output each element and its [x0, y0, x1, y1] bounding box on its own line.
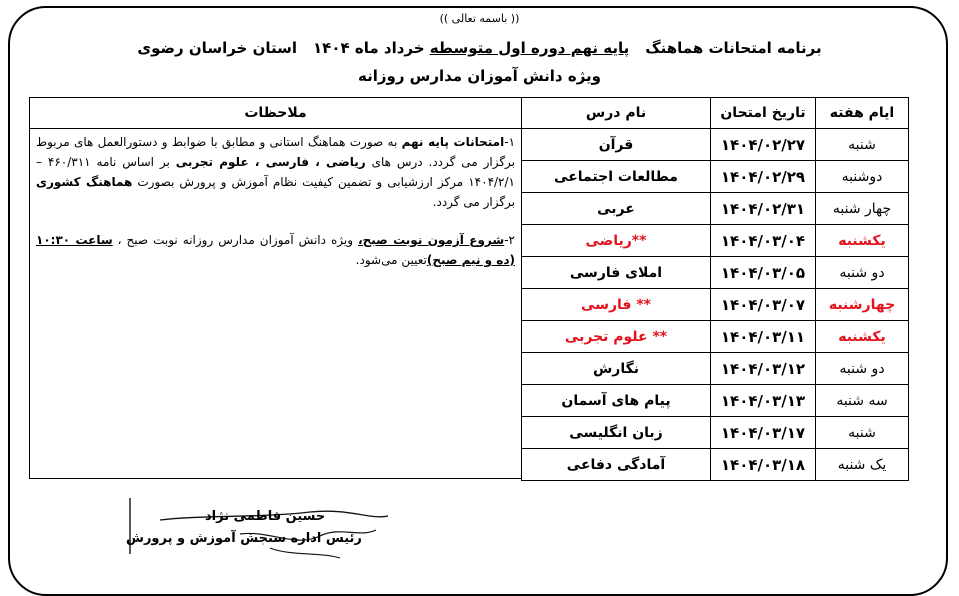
row-day: دوشنبه — [816, 161, 909, 193]
row-day: شنبه — [816, 417, 909, 449]
header-date: تاریخ امتحان — [711, 98, 816, 129]
signatory-name: حسین فاطمی نژاد — [205, 509, 326, 524]
table-row — [522, 321, 909, 353]
table-row — [522, 193, 909, 225]
table-header-row — [522, 98, 909, 129]
row-day-highlighted: چهارشنبه — [816, 289, 909, 321]
signatory-title: رئیس اداره سنجش آموزش و پرورش — [126, 531, 362, 546]
page-subtitle: ویژه دانش آموزان مدارس روزانه — [357, 67, 601, 85]
row-subject-highlighted: **ریاضی — [522, 225, 711, 257]
note-2 — [30, 230, 521, 270]
row-day: دو شنبه — [816, 257, 909, 289]
header-subject: نام درس — [522, 98, 711, 129]
row-subject: قرآن — [522, 129, 711, 161]
handwritten-signature — [120, 490, 420, 560]
table-row — [522, 417, 909, 449]
table-row — [522, 129, 909, 161]
title-province: استان خراسان رضوی — [137, 39, 298, 57]
note-1-bold-grade: امتحانات پایه نهم — [401, 135, 505, 149]
row-date: ۱۴۰۴/۰۳/۱۳ — [711, 385, 816, 417]
title-grade: پایه نهم دوره اول متوسطه — [429, 39, 630, 57]
row-day: چهار شنبه — [816, 193, 909, 225]
row-subject: آمادگی دفاعی — [522, 449, 711, 481]
table-row — [522, 289, 909, 321]
table-row — [522, 257, 909, 289]
basmala: (( باسمه تعالی )) — [439, 12, 520, 25]
row-date: ۱۴۰۴/۰۲/۳۱ — [711, 193, 816, 225]
page-title — [0, 39, 959, 57]
row-day-highlighted: یکشنبه — [816, 225, 909, 257]
row-date: ۱۴۰۴/۰۳/۱۱ — [711, 321, 816, 353]
notes-column — [29, 97, 522, 479]
note-1-number: ۱- — [504, 135, 516, 149]
table-row — [522, 385, 909, 417]
note-1 — [30, 132, 521, 212]
note-2-bold-time: ساعت ۱۰:۳۰ — [36, 233, 113, 247]
table-row — [522, 449, 909, 481]
note-1-text-c: برگزار می گردد. — [432, 195, 515, 209]
row-day-highlighted: یکشنبه — [816, 321, 909, 353]
title-part-1: برنامه امتحانات هماهنگ — [645, 39, 822, 57]
row-subject: مطالعات اجتماعی — [522, 161, 711, 193]
note-1-bold-national: هماهنگ کشوری — [36, 175, 133, 189]
row-date: ۱۴۰۴/۰۲/۲۹ — [711, 161, 816, 193]
row-date: ۱۴۰۴/۰۳/۱۸ — [711, 449, 816, 481]
note-1-text-b: بر اساس نامه ۴۶۰/۳۱۱ – ۱۴۰۴/۲/۱ مرکز ارزشیابی و تضمین کیفیت نظام آموزش و پرورش بصورت — [36, 155, 515, 189]
exam-schedule-table — [521, 97, 909, 481]
note-2-bold-start: شروع آزمون نوبت صبح، — [358, 233, 505, 247]
row-day: یک شنبه — [816, 449, 909, 481]
note-2-number: ۲- — [504, 233, 515, 247]
notes-header: ملاحظات — [30, 98, 521, 129]
row-date: ۱۴۰۴/۰۲/۲۷ — [711, 129, 816, 161]
header-day: ایام هفته — [816, 98, 909, 129]
row-subject: عربی — [522, 193, 711, 225]
row-date: ۱۴۰۴/۰۳/۱۷ — [711, 417, 816, 449]
table-row — [522, 353, 909, 385]
note-2-bold-time-words: (ده و نیم صبح) — [426, 253, 515, 267]
row-date: ۱۴۰۴/۰۳/۱۲ — [711, 353, 816, 385]
row-date: ۱۴۰۴/۰۳/۰۵ — [711, 257, 816, 289]
row-subject: پیام های آسمان — [522, 385, 711, 417]
row-subject: نگارش — [522, 353, 711, 385]
note-2-text-a: ویژه دانش آموزان مدارس روزانه نوبت صبح ، — [112, 233, 359, 247]
row-subject-highlighted: ** علوم تجربی — [522, 321, 711, 353]
title-month: خرداد ماه ۱۴۰۴ — [313, 39, 425, 57]
note-1-text-a: به صورت هماهنگ استانی و مطابق با ضوابط و دستورالعمل های مربوط برگزار می گردد. درس های — [36, 135, 515, 169]
row-subject: املای فارسی — [522, 257, 711, 289]
row-day: سه شنبه — [816, 385, 909, 417]
row-subject: زبان انگلیسی — [522, 417, 711, 449]
row-day: شنبه — [816, 129, 909, 161]
table-row — [522, 225, 909, 257]
note-2-text-b: تعیین می‌شود. — [355, 253, 427, 267]
row-day: دو شنبه — [816, 353, 909, 385]
note-1-bold-subjects: ریاضی ، فارسی ، علوم تجربی — [175, 155, 366, 169]
row-date: ۱۴۰۴/۰۳/۰۷ — [711, 289, 816, 321]
table-row — [522, 161, 909, 193]
row-subject-highlighted: ** فارسی — [522, 289, 711, 321]
row-date: ۱۴۰۴/۰۳/۰۴ — [711, 225, 816, 257]
